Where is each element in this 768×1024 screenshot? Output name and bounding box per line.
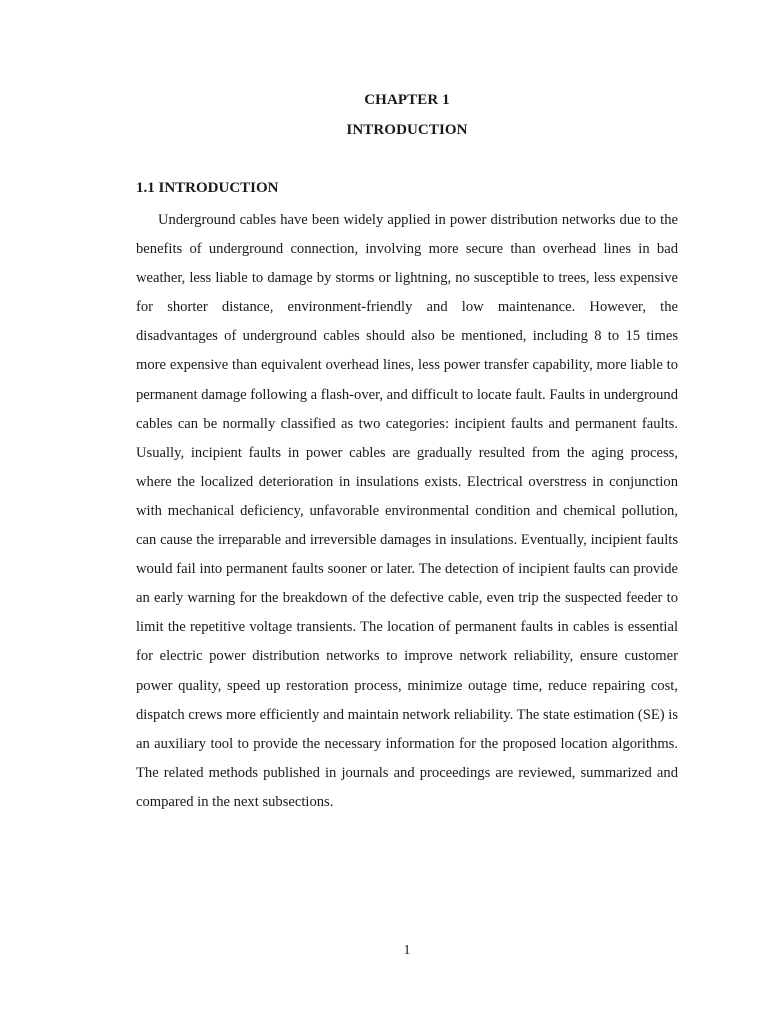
page-number: 1 <box>403 943 411 958</box>
chapter-title: INTRODUCTION <box>346 122 468 138</box>
chapter-label: CHAPTER 1 <box>364 92 450 108</box>
body-paragraph: Underground cables have been widely applied in power distribution networks due to the benefits of underground connection, involving more secure than overhead lines in bad weather, less liable to damage by storms or lightning, no susceptible to trees, less expensive for shorter distance, environment-friendly and low maintenance. However, the disadvantages of underground cables should also be mentioned, including 8 to 15 times more expensive than equivalent overhead lines, less power transfer capability, more liable to permanent damage following a flash-over, and difficult to locate fault. Faults in underground cables can be normally classified as two categories: incipient faults and permanent faults. Usually, incipient faults in power cables are gradually resulted from the aging process, where the localized deterioration in insulations exists. Electrical overstress in conjunction with mechanical deficiency, unfavorable environmental condition and chemical pollution, can cause the irreparable and irreversible damages in insulations. Eventually, incipient faults would fail into permanent faults sooner or later. The detection of incipient faults can provide an early warning for the breakdown of the defective cable, even trip the suspected feeder to limit the repetitive voltage transients. The location of permanent faults in cables is essential for electric power distribution networks to improve network reliability, ensure customer power quality, speed up restoration process, minimize outage time, reduce repairing cost, dispatch crews more efficiently and maintain network reliability. The state estimation (SE) is an auxiliary tool to provide the necessary information for the proposed location algorithms. The related methods published in journals and proceedings are reviewed, summarized and compared in the next subsections. <box>136 212 678 810</box>
section-heading: 1.1 INTRODUCTION <box>136 180 279 196</box>
